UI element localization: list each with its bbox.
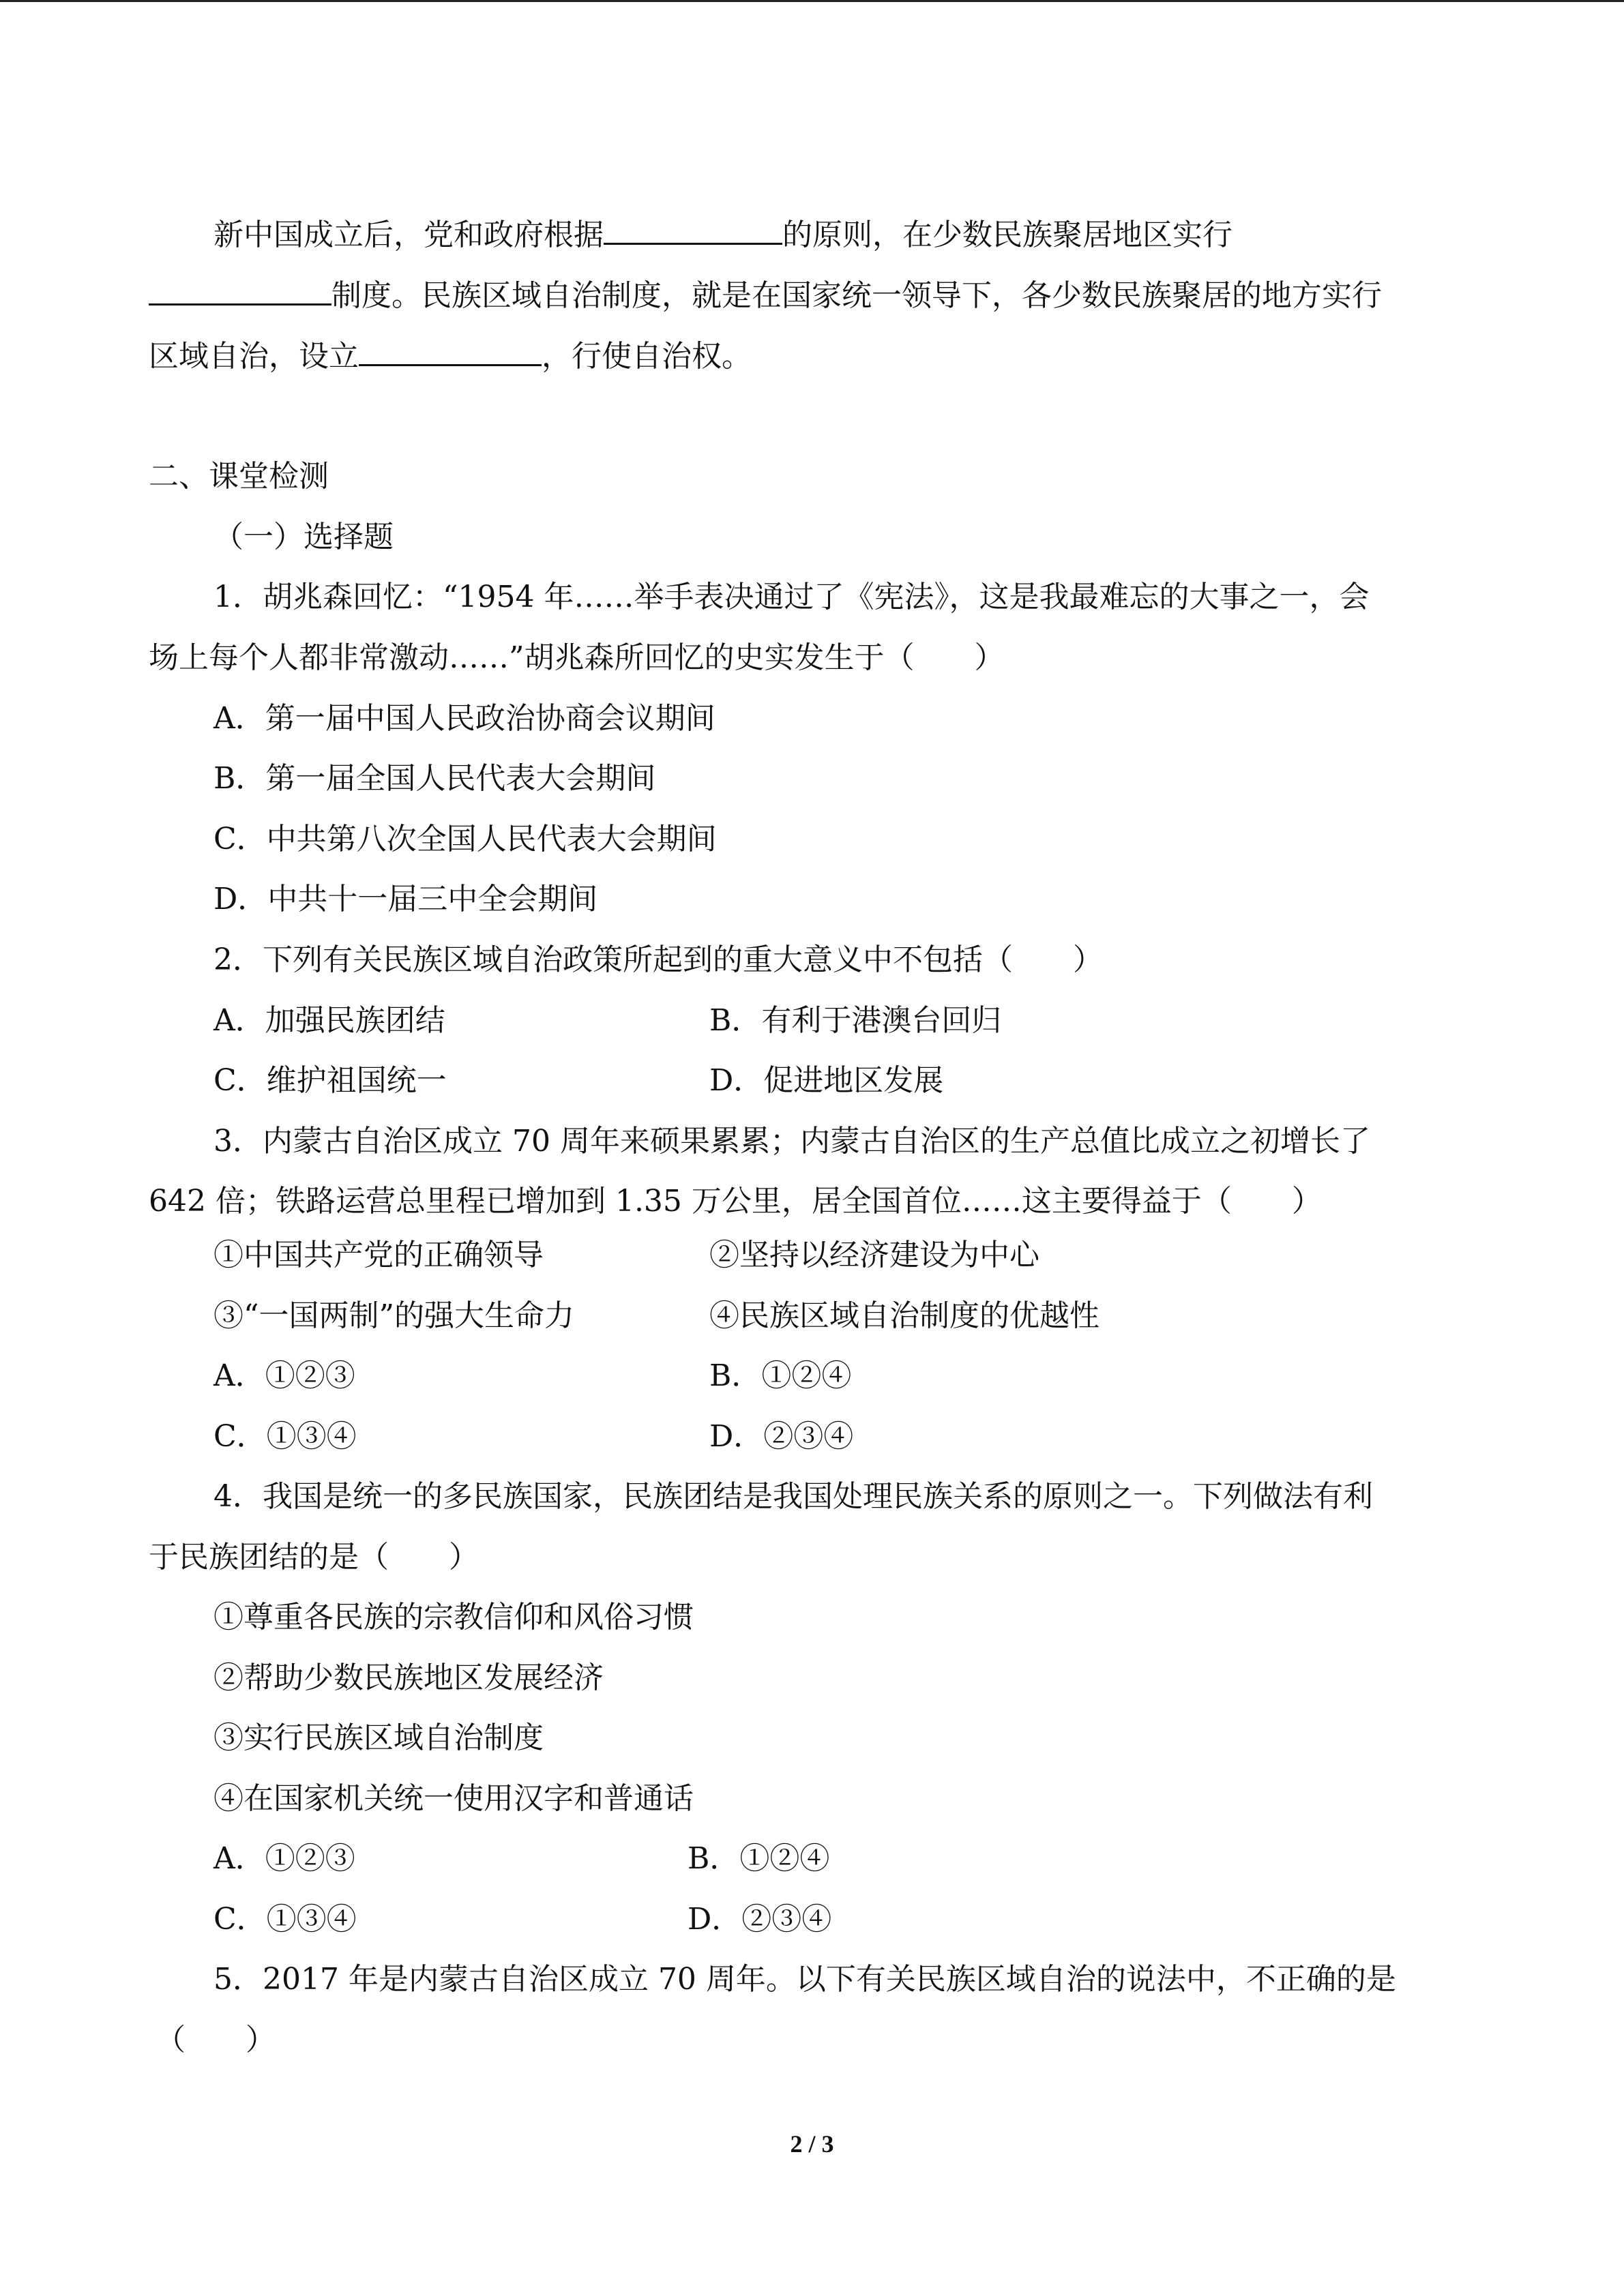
blank-principle[interactable] — [604, 215, 782, 245]
q4-option-a[interactable]: A．①②③ — [213, 1841, 355, 1876]
q2-options-row-1 — [213, 1000, 1509, 1041]
question-1-line-1: 1．胡兆森回忆：“1954 年……举手表决通过了《宪法》，这是我最难忘的大事之一，会 — [213, 580, 1370, 614]
q2-option-c[interactable]: C．维护祖国统一 — [213, 1063, 447, 1098]
intro-text: 的原则，在少数民族聚居地区实行 — [782, 218, 1232, 252]
q4-option-b[interactable]: B．①②④ — [688, 1841, 830, 1876]
q3-options-row-1 — [213, 1356, 1509, 1397]
intro-line-1 — [213, 215, 1232, 256]
q4-options-row-1 — [213, 1838, 1509, 1879]
q4-statement-2: ②帮助少数民族地区发展经济 — [213, 1660, 604, 1695]
question-3-line-1: 3．内蒙古自治区成立 70 周年来硕果累累；内蒙古自治区的生产总值比成立之初增长了 — [213, 1124, 1370, 1159]
intro-text: 区域自治，设立 — [149, 339, 359, 374]
q4-statement-3: ③实行民族区域自治制度 — [213, 1720, 544, 1755]
blank-organ[interactable] — [359, 337, 542, 366]
q2-options-row-2 — [213, 1060, 1509, 1101]
question-5-line-1: 5．2017 年是内蒙古自治区成立 70 周年。以下有关民族区域自治的说法中，不正确的是 — [213, 1962, 1396, 1997]
q1-option-d[interactable]: D．中共十一届三中全会期间 — [213, 882, 598, 916]
q3-statements-row-1 — [213, 1235, 1509, 1276]
q4-option-c[interactable]: C．①③④ — [213, 1902, 357, 1937]
page-number: 2 / 3 — [790, 2130, 834, 2158]
q3-option-c[interactable]: C．①③④ — [213, 1419, 357, 1454]
q4-statement-4: ④在国家机关统一使用汉字和普通话 — [213, 1781, 694, 1816]
q3-statement-4: ④民族区域自治制度的优越性 — [709, 1298, 1099, 1333]
subsection-title: （一）选择题 — [213, 520, 394, 554]
q1-option-a[interactable]: A．第一届中国人民政治协商会议期间 — [213, 701, 715, 736]
q1-option-c[interactable]: C．中共第八次全国人民代表大会期间 — [213, 822, 717, 856]
intro-text: 制度。民族区域自治制度，就是在国家统一领导下，各少数民族聚居的地方实行 — [331, 278, 1382, 313]
top-border — [0, 0, 1624, 2]
question-5-line-2: （ ） — [156, 2023, 276, 2057]
question-2-line-1: 2．下列有关民族区域自治政策所起到的重大意义中不包括（ ） — [213, 942, 1103, 977]
intro-line-3 — [149, 336, 752, 377]
question-1-line-2: 场上每个人都非常激动……”胡兆森所回忆的史实发生于（ ） — [149, 640, 1005, 675]
q4-statement-1: ①尊重各民族的宗教信仰和风俗习惯 — [213, 1600, 694, 1635]
q3-option-b[interactable]: B．①②④ — [709, 1358, 852, 1393]
q3-options-row-2 — [213, 1416, 1509, 1457]
blank-system[interactable] — [149, 276, 331, 305]
question-4-line-2: 于民族团结的是（ ） — [149, 1540, 479, 1575]
q1-option-b[interactable]: B．第一届全国人民代表大会期间 — [213, 761, 656, 796]
q4-option-d[interactable]: D．②③④ — [688, 1902, 832, 1937]
section-title: 二、课堂检测 — [149, 459, 329, 494]
q3-statements-row-2 — [213, 1296, 1509, 1337]
question-4-line-1: 4．我国是统一的多民族国家，民族团结是我国处理民族关系的原则之一。下列做法有利 — [213, 1479, 1373, 1514]
q3-statement-3: ③“一国两制”的强大生命力 — [213, 1298, 574, 1333]
question-3-line-2: 642 倍；铁路运营总里程已增加到 1.35 万公里，居全国首位……这主要得益于（ ） — [149, 1184, 1322, 1219]
intro-line-2 — [149, 275, 1382, 316]
q2-option-a[interactable]: A．加强民族团结 — [213, 1003, 445, 1038]
q3-option-d[interactable]: D．②③④ — [709, 1419, 854, 1454]
q4-options-row-2 — [213, 1899, 1509, 1940]
q3-statement-1: ①中国共产党的正确领导 — [213, 1238, 544, 1272]
intro-text: ，行使自治权。 — [542, 339, 752, 374]
q3-statement-2: ②坚持以经济建设为中心 — [709, 1238, 1039, 1272]
q3-option-a[interactable]: A．①②③ — [213, 1358, 355, 1393]
q2-option-b[interactable]: B．有利于港澳台回归 — [709, 1003, 1002, 1038]
q2-option-d[interactable]: D．促进地区发展 — [709, 1063, 944, 1098]
intro-text: 新中国成立后，党和政府根据 — [213, 218, 604, 252]
